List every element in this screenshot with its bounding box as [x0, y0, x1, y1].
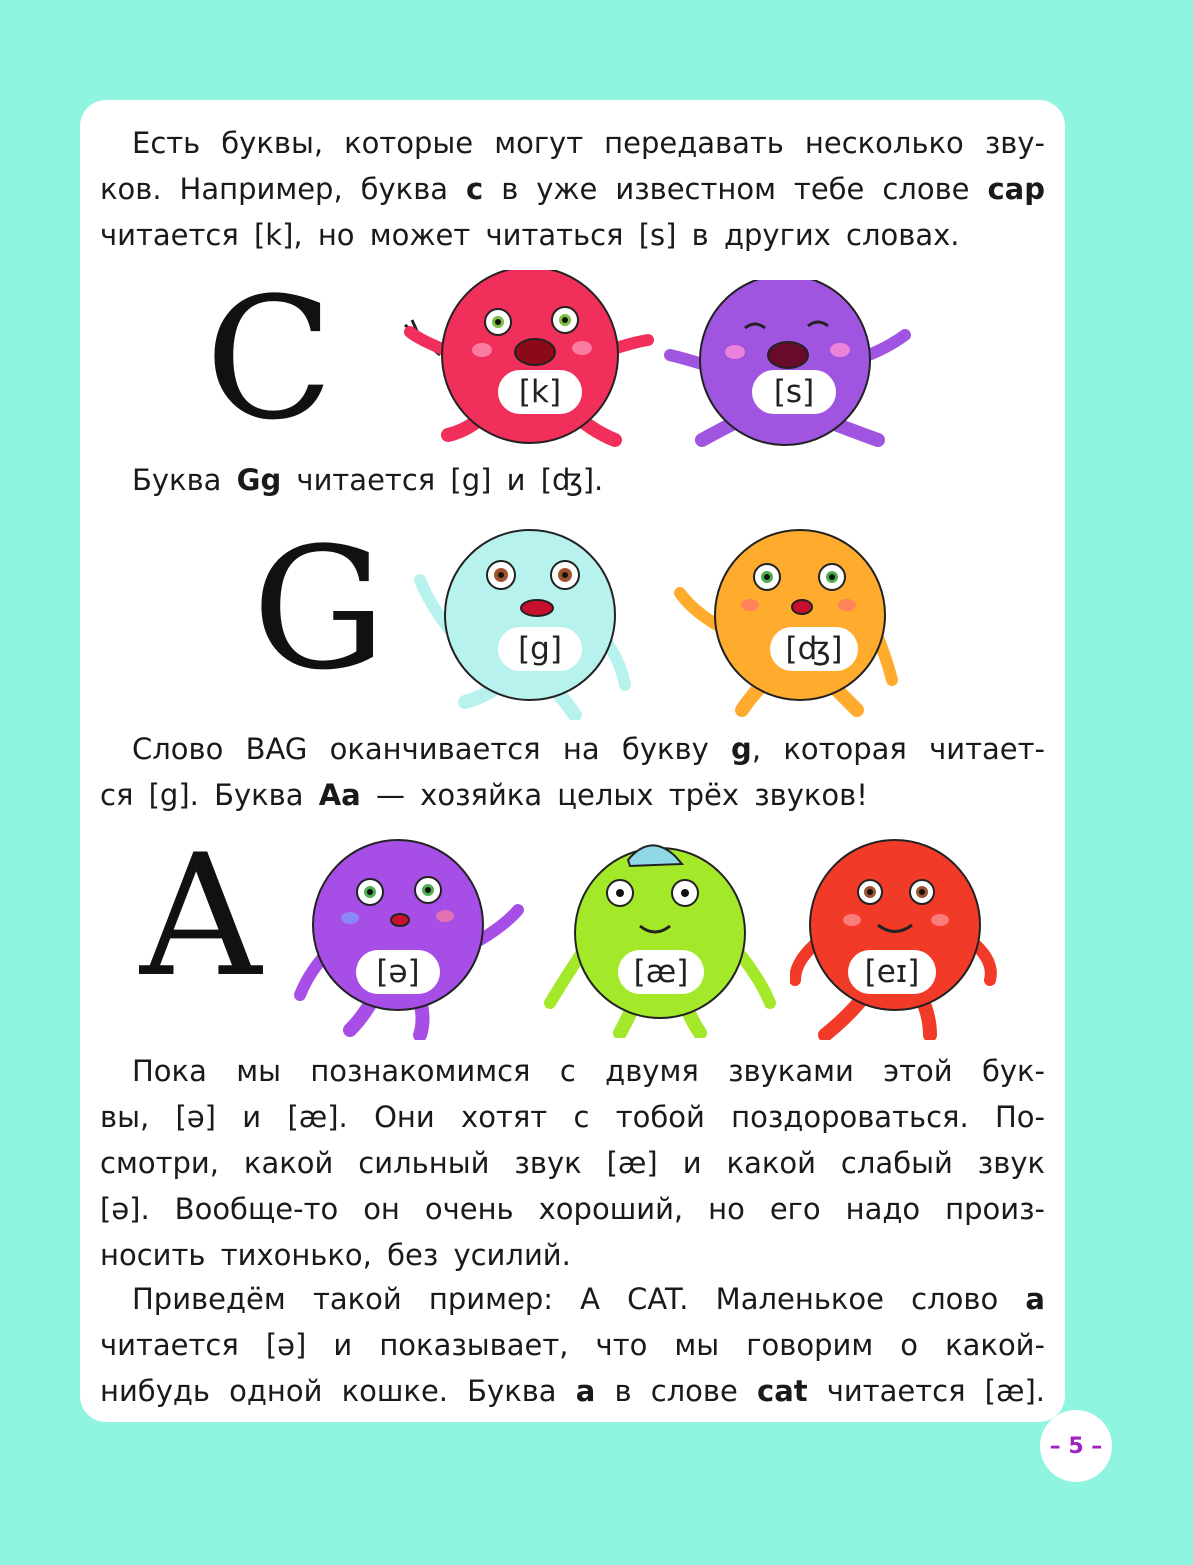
page-number: – 5 –	[1040, 1410, 1112, 1482]
sound-k-label: [k]	[498, 370, 582, 414]
sound-dz-label: [ʤ]	[770, 627, 858, 671]
letter-a: A	[140, 818, 262, 1014]
paragraph-2	[100, 1276, 1045, 1414]
p2-line-1: Приведём такой пример: A CAT. Маленькое слово a	[132, 1282, 1045, 1316]
letter-g: G	[252, 511, 387, 707]
bag-line-1: Слово BAG оканчивается на букву g, которая читает-	[132, 732, 1045, 766]
monster-g-illustration	[405, 520, 645, 720]
monster-k-illustration	[400, 270, 660, 450]
letter-c: C	[205, 261, 334, 457]
bag-paragraph	[100, 726, 1045, 818]
g-line: Буква Gg читается [g] и [ʤ].	[132, 463, 604, 497]
monster-dz-illustration	[672, 515, 912, 720]
monster-s-illustration	[650, 280, 920, 450]
p1-line-5: носить тихонько, без усилий.	[100, 1238, 571, 1272]
p2-line-2: читается [ə] и показывает, что мы говорим о какой-	[100, 1328, 1045, 1362]
paragraph-1	[100, 1048, 1045, 1278]
p2-line-3: нибудь одной кошке. Буква a в слове cat читается [æ].	[100, 1374, 1046, 1408]
monster-schwa-illustration	[290, 830, 525, 1040]
monster-ae-illustration	[540, 838, 780, 1038]
intro-line-2: ков. Например, буква c в уже известном тебе слове cap	[100, 172, 1046, 206]
intro-paragraph	[100, 120, 1045, 258]
sound-s-label: [s]	[752, 370, 836, 414]
monster-ei-illustration	[790, 830, 1000, 1040]
sound-ei-label: [eɪ]	[848, 950, 936, 994]
intro-line-3: читается [k], но может читаться [s] в других словах.	[100, 218, 960, 252]
p1-line-3: смотри, какой сильный звук [æ] и какой слабый звук	[100, 1146, 1045, 1180]
sound-ae-label: [æ]	[618, 950, 704, 994]
sound-schwa-label: [ə]	[356, 950, 440, 994]
bag-line-2: ся [g]. Буква Aa — хозяйка целых трёх звуков!	[100, 778, 868, 812]
p1-line-1: Пока мы познакомимся с двумя звуками этой бук-	[132, 1054, 1045, 1088]
p1-line-2: вы, [ə] и [æ]. Они хотят с тобой поздороваться. По-	[100, 1100, 1045, 1134]
intro-line-1: Есть буквы, которые могут передавать несколько зву-	[132, 126, 1045, 160]
p1-line-4: [ə]. Вообще-то он очень хороший, но его надо произ-	[100, 1192, 1045, 1226]
sound-g-label: [g]	[498, 627, 582, 671]
